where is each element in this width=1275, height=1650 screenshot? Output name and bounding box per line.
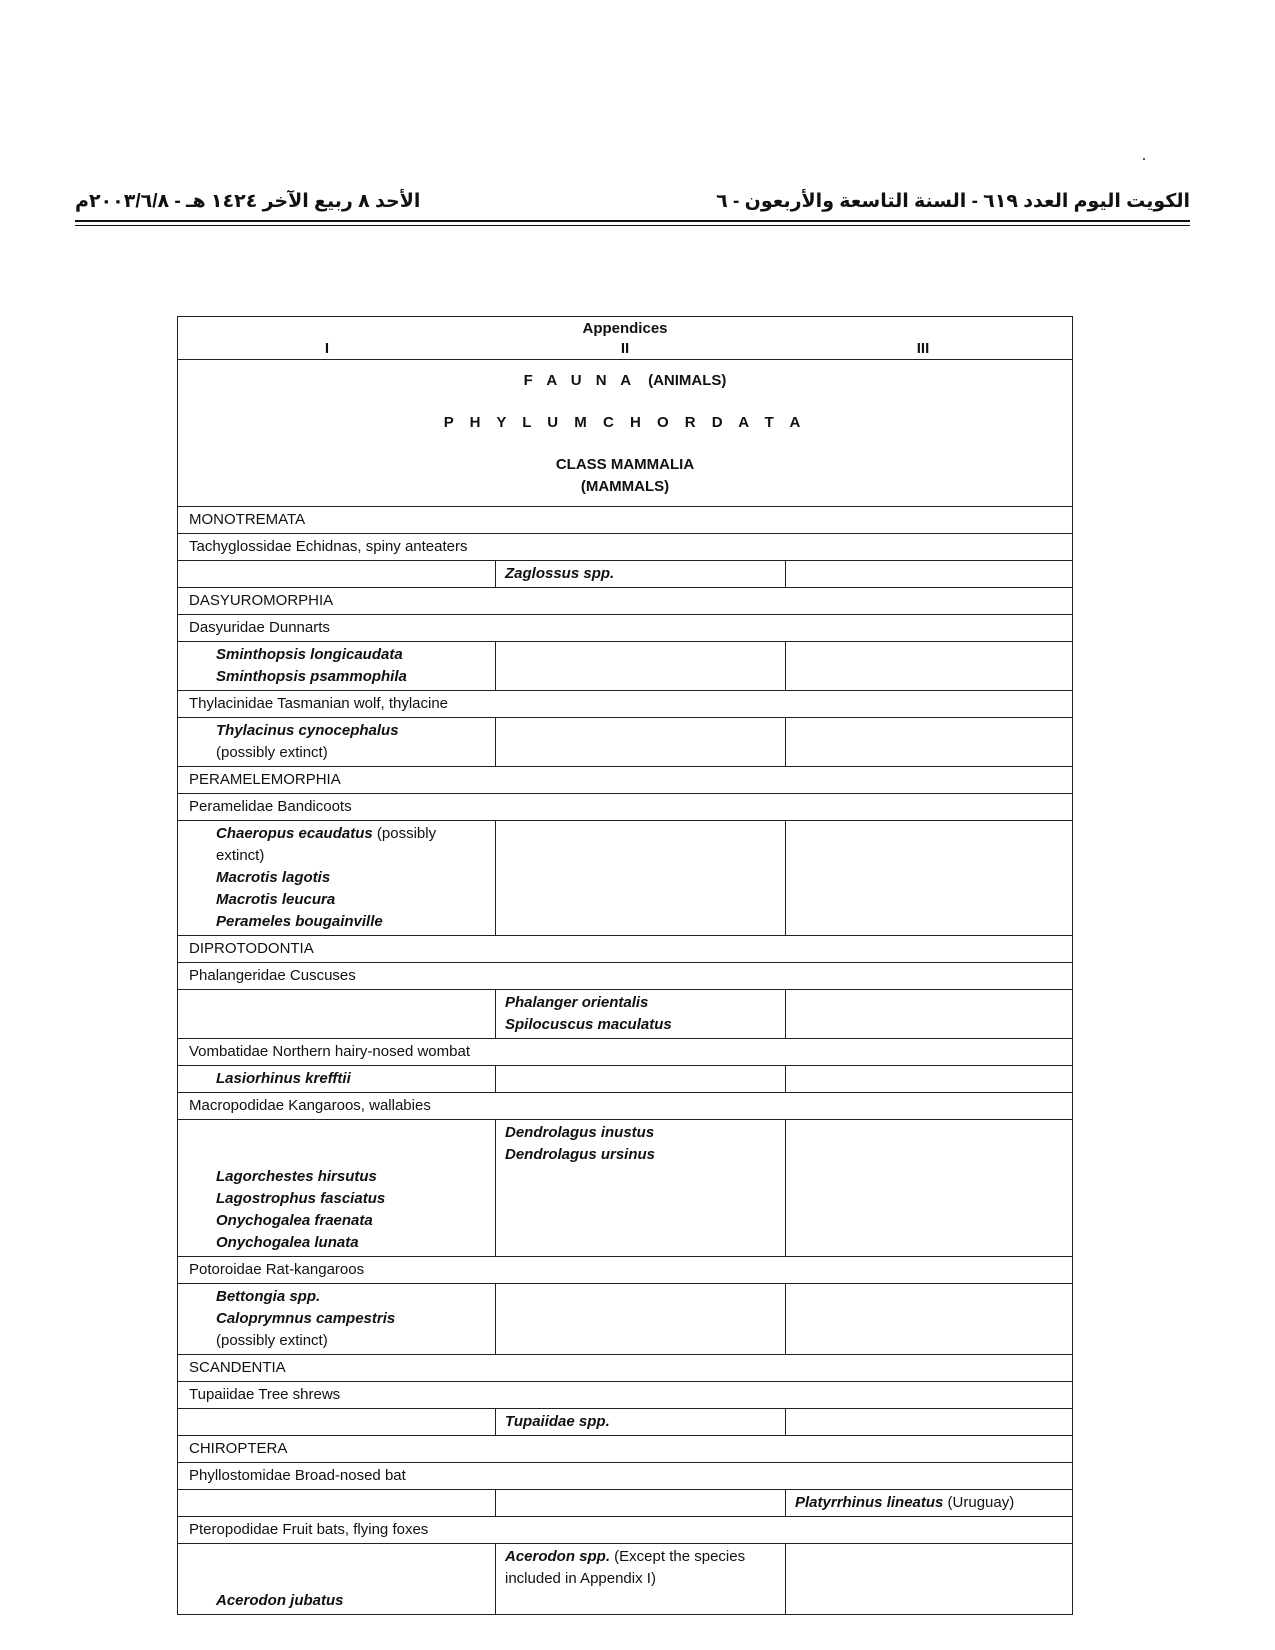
table-row (178, 1257, 1073, 1284)
appendix-i-cell (178, 561, 496, 588)
species-name: Lagostrophus fasciatus (216, 1190, 386, 1207)
species-name: Bettongia spp. (216, 1288, 321, 1305)
table-row (178, 990, 1073, 1039)
table-row (178, 1517, 1073, 1544)
appendix-iii-cell (786, 1544, 1073, 1615)
appendix-iii-cell (786, 561, 1073, 588)
appendix-ii-cell (496, 990, 786, 1039)
table-row (178, 1490, 1073, 1517)
appendix-ii-cell (496, 1544, 786, 1615)
table-row (178, 561, 1073, 588)
gazette-header (75, 190, 1190, 218)
table-row (178, 1120, 1073, 1257)
column-iii-label: III (916, 340, 930, 357)
family-label: Macropodidae Kangaroos, wallabies (178, 1093, 1073, 1120)
table-row (178, 936, 1073, 963)
table-row (178, 691, 1073, 718)
table-row (178, 1409, 1073, 1436)
table-row (178, 1463, 1073, 1490)
fauna-title: F A U N A (523, 372, 637, 389)
table-row (178, 1436, 1073, 1463)
table-row (178, 507, 1073, 534)
table-row (178, 1093, 1073, 1120)
appendix-ii-cell (496, 561, 786, 588)
header-rule (75, 220, 1190, 222)
table-row (178, 1382, 1073, 1409)
appendix-ii-cell (496, 642, 786, 691)
class-subtitle: (MAMMALS) (580, 478, 670, 495)
phylum-title: P H Y L U M C H O R D A T A (443, 414, 807, 431)
family-label: Tachyglossidae Echidnas, spiny anteaters (178, 534, 1073, 561)
species-name: Onychogalea fraenata (216, 1212, 373, 1229)
family-label: Dasyuridae Dunnarts (178, 615, 1073, 642)
family-label: Potoroidae Rat-kangaroos (178, 1257, 1073, 1284)
appendices-title: Appendices (582, 320, 668, 337)
species-name: Tupaiidae spp. (505, 1413, 610, 1430)
appendix-i-cell (178, 1544, 496, 1615)
species-name: Dendrolagus inustus (505, 1124, 655, 1141)
fauna-subtitle: (ANIMALS) (648, 372, 727, 389)
table-header-row (178, 317, 1073, 360)
table-row (178, 1039, 1073, 1066)
table-row (178, 794, 1073, 821)
appendix-i-cell (178, 990, 496, 1039)
section-title (178, 360, 1073, 507)
cites-appendices-table (177, 316, 1073, 1615)
species-name: Thylacinus cynocephalus (216, 722, 399, 739)
species-name: Sminthopsis longicaudata (216, 646, 403, 663)
appendix-i-cell (178, 1409, 496, 1436)
species-name: Caloprymnus campestris (216, 1310, 396, 1327)
species-note: (Except the species included in Appendix I) (505, 1548, 746, 1587)
species-name: Perameles bougainville (216, 913, 383, 930)
species-name: Onychogalea lunata (216, 1234, 359, 1251)
species-name: Macrotis leucura (216, 891, 336, 908)
issue-info: الكويت اليوم العدد ٦١٩ - السنة التاسعة والأربعون - ٦ (716, 191, 1190, 212)
issue-date: الأحد ٨ ربيع الآخر ١٤٢٤ هـ - ٢٠٠٣/٦/٨م (75, 191, 421, 212)
species-note: (possibly extinct) (216, 825, 437, 864)
table-row (178, 718, 1073, 767)
species-name: Chaeropus ecaudatus (216, 825, 373, 842)
table-row (178, 1066, 1073, 1093)
table-row (178, 767, 1073, 794)
species-name: Phalanger orientalis (505, 994, 649, 1011)
species-name: Zaglossus spp. (505, 565, 615, 582)
species-name: Macrotis lagotis (216, 869, 331, 886)
table-row (178, 1544, 1073, 1615)
order-label: SCANDENTIA (178, 1355, 1073, 1382)
appendix-ii-cell (496, 1066, 786, 1093)
family-label: Peramelidae Bandicoots (178, 794, 1073, 821)
table-row (178, 615, 1073, 642)
species-note: (possibly extinct) (216, 1332, 328, 1349)
order-label: CHIROPTERA (178, 1436, 1073, 1463)
appendix-i-cell (178, 1284, 496, 1355)
appendix-iii-cell (786, 1284, 1073, 1355)
appendix-ii-cell (496, 1284, 786, 1355)
appendix-iii-cell (786, 1120, 1073, 1257)
column-i-label: I (324, 340, 330, 357)
family-label: Tupaiidae Tree shrews (178, 1382, 1073, 1409)
appendix-ii-cell (496, 718, 786, 767)
species-name: Sminthopsis psammophila (216, 668, 407, 685)
family-label: Phyllostomidae Broad-nosed bat (178, 1463, 1073, 1490)
species-name: Spilocuscus maculatus (505, 1016, 672, 1033)
table-row (178, 642, 1073, 691)
appendix-iii-cell (786, 1066, 1073, 1093)
appendix-ii-cell (496, 821, 786, 936)
appendix-iii-cell (786, 821, 1073, 936)
species-note: (possibly extinct) (216, 744, 328, 761)
appendix-iii-cell (786, 718, 1073, 767)
species-name: Acerodon spp. (505, 1548, 611, 1565)
appendix-ii-cell (496, 1490, 786, 1517)
appendix-i-cell (178, 821, 496, 936)
appendix-i-cell (178, 1120, 496, 1257)
species-name: Dendrolagus ursinus (505, 1146, 656, 1163)
table-row (178, 963, 1073, 990)
family-label: Pteropodidae Fruit bats, flying foxes (178, 1517, 1073, 1544)
appendix-i-cell (178, 1066, 496, 1093)
appendix-iii-cell (786, 1490, 1073, 1517)
appendix-iii-cell (786, 990, 1073, 1039)
header-rule-thin (75, 225, 1190, 226)
order-label: DASYUROMORPHIA (178, 588, 1073, 615)
appendices-header (178, 317, 1073, 360)
order-label: PERAMELEMORPHIA (178, 767, 1073, 794)
family-label: Thylacinidae Tasmanian wolf, thylacine (178, 691, 1073, 718)
order-label: MONOTREMATA (178, 507, 1073, 534)
species-name: Platyrrhinus lineatus (795, 1494, 944, 1511)
appendix-i-cell (178, 1490, 496, 1517)
title-row (178, 360, 1073, 507)
appendix-i-cell (178, 718, 496, 767)
appendix-ii-cell (496, 1409, 786, 1436)
appendix-i-cell (178, 642, 496, 691)
table-row (178, 1355, 1073, 1382)
species-name: Lasiorhinus krefftii (216, 1070, 351, 1087)
species-name: Lagorchestes hirsutus (216, 1168, 377, 1185)
appendix-iii-cell (786, 1409, 1073, 1436)
appendix-ii-cell (496, 1120, 786, 1257)
column-ii-label: II (620, 340, 630, 357)
appendix-iii-cell (786, 642, 1073, 691)
order-label: DIPROTODONTIA (178, 936, 1073, 963)
family-label: Vombatidae Northern hairy-nosed wombat (178, 1039, 1073, 1066)
table-row (178, 534, 1073, 561)
table-row (178, 588, 1073, 615)
table-row (178, 821, 1073, 936)
family-label: Phalangeridae Cuscuses (178, 963, 1073, 990)
species-name: Acerodon jubatus (216, 1592, 344, 1609)
scan-speck (1143, 158, 1145, 160)
species-note: (Uruguay) (943, 1494, 1015, 1511)
table-row (178, 1284, 1073, 1355)
class-title: CLASS MAMMALIA (555, 456, 695, 473)
